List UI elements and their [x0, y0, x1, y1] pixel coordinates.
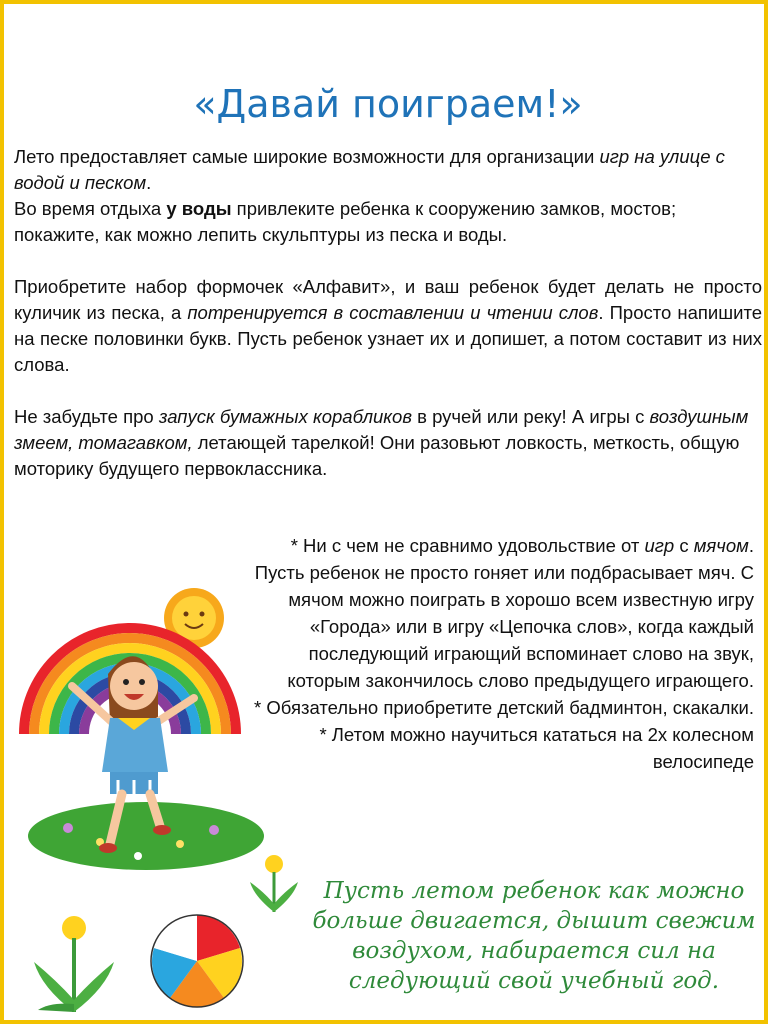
bicycle-paragraph: * Летом можно научиться кататься на 2х колесном велосипеде: [319, 724, 754, 772]
page-title: «Давай поиграем!»: [193, 82, 583, 126]
dandelion-icon: [28, 912, 118, 1016]
spacer: [14, 248, 762, 274]
ball-paragraph: * Ни с чем не сравнимо удовольствие от игр с мячом. Пусть ребенок не просто гоняет или подбрасывает мяч. С мячом можно поиграть в хорошо всем известную игру «Города» или в игру «Цепочка слов», когда каждый последующий играющий вспоминает слово на звук, которым закончилось слово предыдущего играющего.: [254, 535, 754, 691]
paragraph-1: Лето предоставляет самые широкие возможности для организации игр на улице с водой и песком.: [14, 146, 725, 193]
closing-message: Пусть летом ребенок как можно больше двигается, дышит свежим воздухом, набирается сил на следующий свой учебный год.: [312, 878, 756, 994]
grass-icon: [28, 802, 264, 870]
paragraph-4: Не забудьте про запуск бумажных корабликов в ручей или реку! А игры с воздушным змеем, томагавком, летающей тарелкой! Они разовьют ловкость, меткость, общую моторику будущего первоклассника.: [14, 406, 749, 479]
main-text: [14, 144, 762, 482]
dandelion-small-icon: [246, 852, 302, 916]
paragraph-2: Во время отдыха у воды привлеките ребенка к сооружению замков, мостов; покажите, как можно лепить скульптуры из песка и воды.: [14, 198, 677, 245]
spacer: [14, 378, 762, 404]
badminton-paragraph: * Обязательно приобретите детский бадминтон, скакалки.: [254, 697, 754, 718]
beach-ball-icon: [148, 912, 246, 1010]
ball-games-text: [254, 532, 754, 775]
paragraph-3: Приобретите набор формочек «Алфавит», и ваш ребенок будет делать не просто куличик из песка, а потренируется в составлении и чтении слов. Просто напишите на песке половинки букв. Пусть ребенок узнает их и допишет, а потом составит из них слова.: [14, 276, 762, 375]
rainbow-child-illustration: [18, 574, 288, 874]
